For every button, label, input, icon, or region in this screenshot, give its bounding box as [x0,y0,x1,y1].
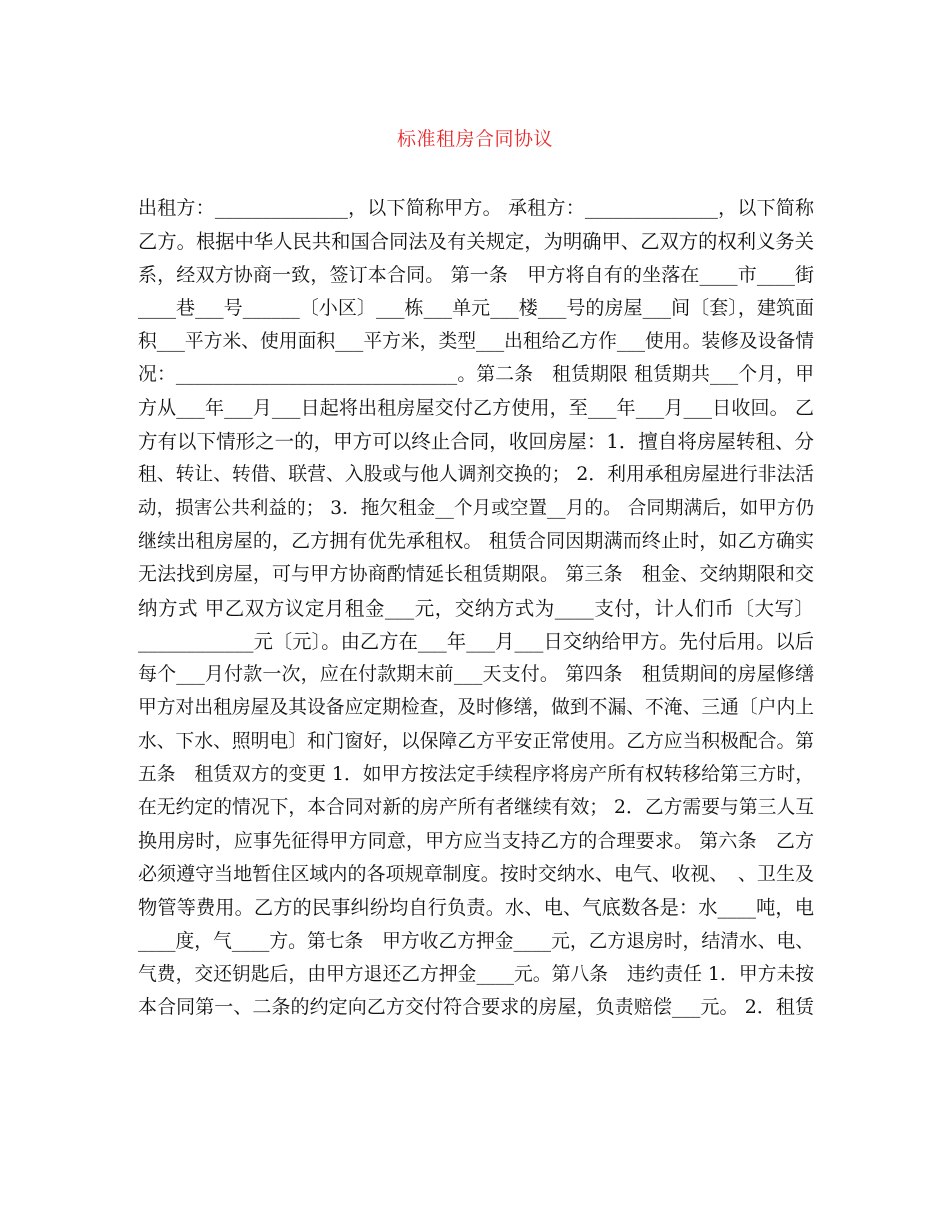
body-line: ____巷___号______〔小区〕___栋___单元___楼___号的房屋___间〔套〕，建筑面 [138,296,814,319]
body-line: 换用房时，应事先征得甲方同意，甲方应当支持乙方的合理要求。 第六条 乙方 [138,829,814,852]
body-line: 出租方：______________，以下简称甲方。 承租方：______________，以下简称 [138,197,814,219]
body-line: 况：______________________________。第二条 租赁期限 租赁期共___个月，甲 [138,364,814,386]
body-line: 租、转让、转借、联营、入股或与他人调剂交换的； 2．利用承租房屋进行非法活 [138,464,814,486]
document-title: 标准租房合同协议 [396,128,553,150]
body-line: 五条 租赁双方的变更 1．如甲方按法定手续程序将房产所有权转移给第三方时， [138,764,814,786]
body-line: 积___平方米、使用面积___平方米，类型___出租给乙方作___使用。装修及设备情 [138,331,814,353]
body-line: 每个___月付款一次，应在付款期末前___天支付。 第四条 租赁期间的房屋修缮 [138,663,814,686]
body-line: 物管等费用。乙方的民事纠纷均自行负责。水、电、气底数各是：水____吨，电 [138,896,814,920]
body-line: ____度，气____方。第七条 甲方收乙方押金____元，乙方退房时，结清水、电、 [138,930,814,952]
body-line: 在无约定的情况下，本合同对新的房产所有者继续有效； 2．乙方需要与第三人互 [138,797,814,819]
body-line: 气费，交还钥匙后，由甲方退还乙方押金____元。第八条 违约责任 1．甲方未按 [138,963,814,985]
body-line: 动，损害公共利益的； 3．拖欠租金__个月或空置__月的。 合同期满后，如甲方仍 [138,497,814,519]
body-line: 水、下水、照明电〕和门窗好，以保障乙方平安正常使用。乙方应当积极配合。第 [138,730,814,752]
contract-body [138,192,814,1024]
body-line: 本合同第一、二条的约定向乙方交付符合要求的房屋，负责赔偿___元。 2．租赁 [138,996,814,1019]
body-line: 纳方式 甲乙双方议定月租金___元，交纳方式为____支付，计人们币〔大写〕 [138,596,814,620]
body-line: 系，经双方协商一致，签订本合同。 第一条 甲方将自有的坐落在____市____街 [138,263,814,286]
body-line: 方从___年___月___日起将出租房屋交付乙方使用，至___年___月___日收回。 乙 [138,396,814,419]
body-line: 甲方对出租房屋及其设备应定期检查，及时修缮，做到不漏、不淹、三通〔户内上 [138,697,814,719]
body-line: 继续出租房屋的，乙方拥有优先承租权。 租赁合同因期满而终止时，如乙方确实 [138,529,814,552]
body-line: 必须遵守当地暂住区域内的各项规章制度。按时交纳水、电气、收视、 、卫生及 [138,862,814,885]
body-line: ____________元〔元〕。由乙方在___年___月___日交纳给甲方。先付后用。以后 [138,629,814,653]
body-line: 无法找到房屋，可与甲方协商酌情延长租赁期限。 第三条 租金、交纳期限和交 [138,563,814,586]
body-line: 乙方。根据中华人民共和国合同法及有关规定，为明确甲、乙双方的权利义务关 [138,230,814,254]
body-line: 方有以下情形之一的，甲方可以终止合同，收回房屋：1．擅自将房屋转租、分 [138,430,814,454]
